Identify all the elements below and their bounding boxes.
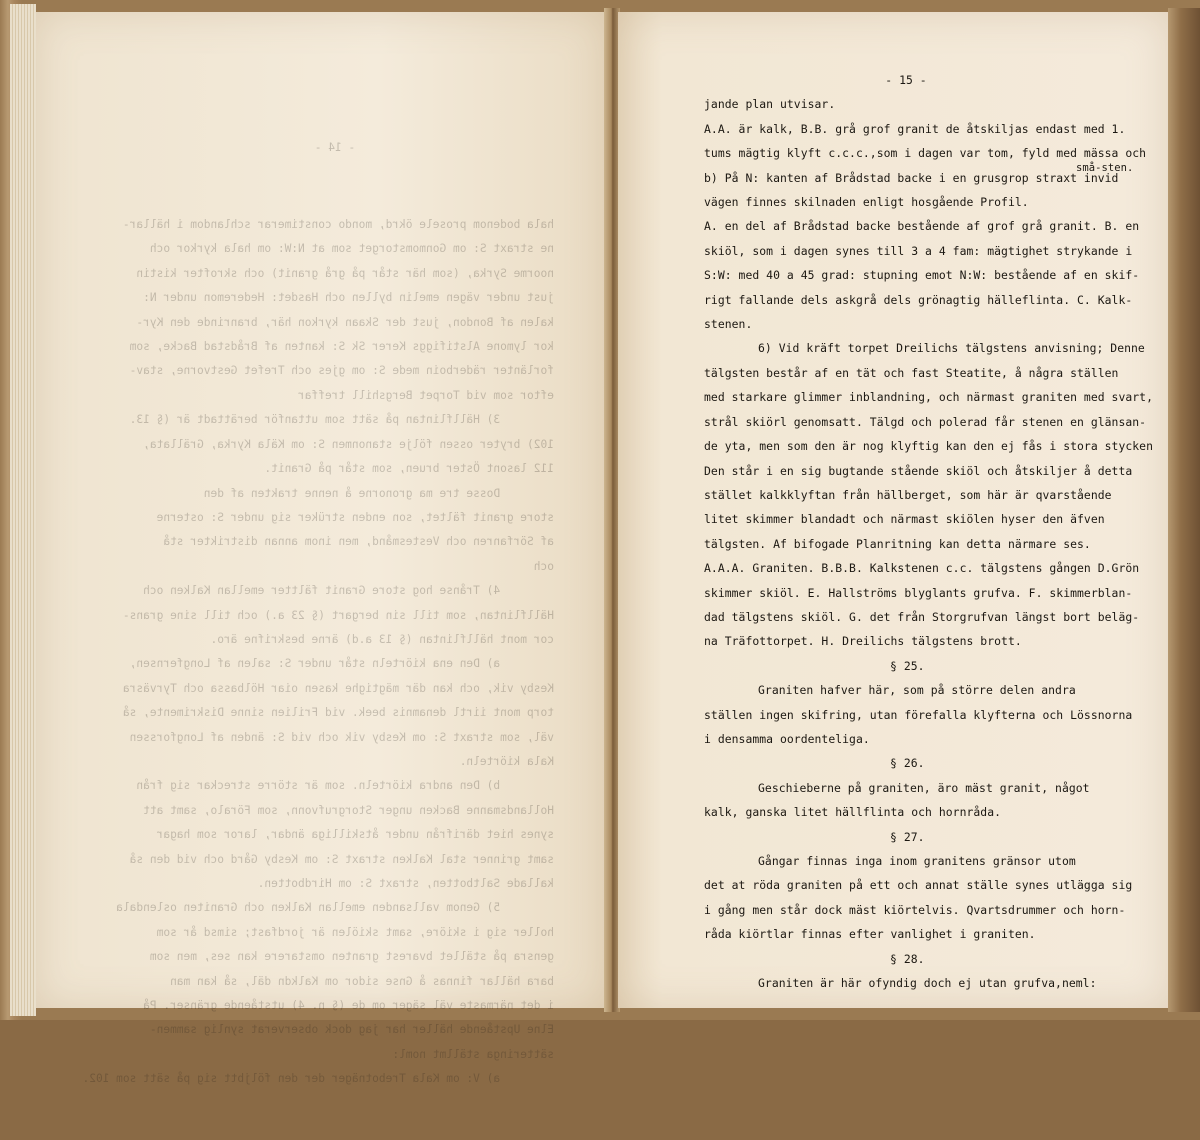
bleed-line: kallade Saltbotten, straxt S: om Hirdbotten. xyxy=(257,877,554,890)
text-line: A.A.A. Graniten. B.B.B. Kalkstenen c.c. tälgstens gången D.Grön xyxy=(704,561,1140,576)
text-line: de yta, men som den är nog klyftig kan den ej fås i stora stycken xyxy=(704,439,1154,454)
text-line: skimmer skiöl. E. Hallströms blyglants grufva. F. skimmerblan- xyxy=(704,585,1133,600)
bleed-line: och xyxy=(533,559,554,573)
bleed-line: 5) Genom vallsanden emellan Kalken och Graniten oslendala xyxy=(116,901,554,915)
bleed-line: 102) bryter ossen följe stanonmen S: om Käla Kyrka, Grällata, xyxy=(143,437,554,451)
text-line: S:W: med 40 a 45 grad: stupning emot N:W: bestående af en skif- xyxy=(704,268,1140,283)
bleed-line: Hollandsmanne Backen unger Storgrufvonn, som Föralo, samt att xyxy=(143,803,554,817)
bleed-line: Elne Upstående häller har jag dock observerat synlig sammen- xyxy=(149,1023,554,1037)
text-line: Graniten hafver här, som på större delen andra xyxy=(758,683,1076,698)
page-stack-edge xyxy=(10,4,36,1016)
text-line: Geschieberne på graniten, äro mäst granit, något xyxy=(758,780,1090,795)
bleed-through-text xyxy=(36,12,606,1086)
text-line: § 25. xyxy=(890,658,925,673)
text-line: jande plan utvisar. xyxy=(704,97,836,112)
bleed-line: Hällflintan, som till sin bergart (§ 23 a.) och till sine grans- xyxy=(122,608,554,622)
bleed-line: kalen af Bondon, just der Skaan kyrkon här, branrinde den Kyr- xyxy=(136,315,554,329)
right-page xyxy=(618,12,1168,1008)
text-line: b) På N: kanten af Brådstad backe i en grusgrop straxt invid xyxy=(704,170,1119,185)
bleed-line: bara hällar finnas å Gnse sidor om Kalkdn däl, så kan man xyxy=(170,974,554,988)
bleed-line: Kala kiörteln. xyxy=(459,754,554,768)
bleed-line: a) V: om Kala Trebotnäger der den följbtt sig på sätt som 102. xyxy=(82,1072,554,1086)
left-page xyxy=(36,12,606,1086)
text-line: med starkare glimmer inblandning, och närmast graniten med svart, xyxy=(704,390,1154,405)
text-line: na Träfottorpet. H. Dreilichs tälgstens brott. xyxy=(704,634,1022,649)
bleed-line: i det närmaste väl säger om de (§ n. 4) utstående gränser. På xyxy=(143,999,554,1013)
bleed-line: 112 lasont Öster bruen, som står på Granit. xyxy=(264,462,554,476)
text-line: i densamma oordenteliga. xyxy=(704,731,870,746)
bleed-line: samt grinner stal Kalken straxt S: om Kesby Gård och vid den så xyxy=(129,852,554,866)
text-line: Gångar finnas inga inom granitens gränsor utom xyxy=(758,854,1076,868)
bleed-line: store granit fältet, son enden strüker sig under S: osterne xyxy=(156,510,554,524)
text-line: tälgsten. Af bifogade Planritning kan detta närmare ses. xyxy=(704,536,1091,551)
text-line: i gång men står dock mäst kiörtelvis. Qvartsdrummer och horn- xyxy=(704,902,1126,917)
bleed-line: torp mont iirtl denamnis beek. vid Frilien sinne Diskrimente, så xyxy=(122,706,554,720)
text-line: A. en del af Brådstad backe bestående af grof grå granit. B. en xyxy=(704,219,1140,234)
text-line: A.A. är kalk, B.B. grå grof granit de åtskiljas endast med 1. xyxy=(704,121,1126,136)
bleed-line: hala bodenom prosele ökrd, mondo constimerar schlandom i hällar- xyxy=(122,218,554,232)
right-page-lines xyxy=(704,92,1164,995)
bleed-line: forlänter räderboin mede S: om gjes och Trefet Gestvorne, stav- xyxy=(129,364,554,378)
text-line: § 28. xyxy=(890,951,925,966)
bleed-line: af Sörfanren och Vestesmånd, men inom annan distrikter stå xyxy=(163,535,554,549)
text-line: det at röda graniten på ett och annat ställe synes utlägga sig xyxy=(704,878,1133,893)
text-line: § 26. xyxy=(890,756,925,771)
text-line: stenen. xyxy=(704,317,753,332)
text-line: § 27. xyxy=(890,829,925,844)
text-line: 6) Vid kräft torpet Dreilichs tälgstens anvisning; Denne xyxy=(758,341,1145,356)
text-line: råda kiörtlar finnas efter vanlighet i graniten. xyxy=(704,927,1036,942)
bleed-line: Dosse tre ma gronorne å nenne trakten af den xyxy=(203,486,554,500)
superscript-note: små-sten. xyxy=(1076,162,1134,175)
text-line: ställen ingen skifring, utan förefalla klyfterna och Lössnorna xyxy=(704,707,1133,722)
right-page-number: - 15 - xyxy=(885,73,927,87)
text-line: tälgsten består af en tät och fast Steatite, å några ställen xyxy=(704,365,1119,380)
book-cover-edge xyxy=(1168,8,1200,1012)
text-line: Den står i en sig bugtande stående skiöl och åtskiljer å detta xyxy=(704,463,1133,478)
text-line: dad tälgstens skiöl. G. det från Storgrufvan längst bort beläg- xyxy=(704,609,1140,624)
bleed-line: cor mont hällflintan (§ 13 a.d) ärne beskrifne äro. xyxy=(210,632,554,646)
bleed-line: synes hiet därifrån under åtskilliga ändar, laror som hagar xyxy=(156,828,554,842)
bleed-line: just under vägen emelin byllen och Hasdet: Hederemon under N: xyxy=(143,291,554,305)
text-line: vägen finnes skilnaden enligt hosgående Profil. xyxy=(704,195,1029,210)
bleed-line: gensra på stället bvarest granten omstarere kan ses, men som xyxy=(149,950,554,964)
bleed-line: 4) Trånse hog store Granit fältter emellan Kalken och xyxy=(143,584,554,598)
typed-text xyxy=(704,68,1164,995)
bleed-line: noorme Syrka, (som här står på grå granit) och skrofter kistin xyxy=(136,266,554,280)
bleed-line: kor lymone Alstifiggs Kerer Sk S: kanten af Brådstad Backe, som xyxy=(129,340,554,354)
bleed-line: b) Den andra kiörteln. som är större streckar sig från xyxy=(136,779,554,793)
text-line: litet skimmer blandadt och närmast skiölen hyser den äfven xyxy=(704,512,1105,527)
bleed-line: a) Den ena kiörteln står under S: salen af Longfernsen, xyxy=(129,657,554,671)
bleed-line: ne straxt S: om Gonmomstorget som at N:W: om hala kyrkor och xyxy=(149,242,554,256)
text-line: strål skiörl genomsatt. Tälgd och polerad får stenen en glänsan- xyxy=(704,414,1147,429)
left-page-number: - 14 - xyxy=(314,140,356,154)
bleed-line: 3) Hällflintan på sätt som uttanför berättadt är (§ 13. xyxy=(129,413,554,427)
text-line: kalk, ganska litet hällflinta och hornråda. xyxy=(704,805,1002,820)
bleed-line: väl, som straxt S: om Kesby vik och vid S: änden af Longforssen xyxy=(129,730,554,744)
text-line: Graniten är här ofyndig doch ej utan grufva,neml: xyxy=(758,976,1097,991)
bleed-line: holler sig i skiöre, samt skiölen är jordfast; simsd år som xyxy=(156,925,554,939)
bleed-line: sätteringa ställmt noml: xyxy=(392,1047,554,1061)
bleed-lines xyxy=(82,213,554,1092)
text-line: rigt fallande dels askgrå dels grönagtig hälleflinta. C. Kalk- xyxy=(704,292,1133,307)
text-line: skiöl, som i dagen synes till 3 a 4 fam: mägtighet strykande i xyxy=(704,243,1133,258)
text-line: stället kalkklyftan från hällberget, som här är qvarstående xyxy=(704,487,1112,502)
text-line: tums mägtig klyft c.c.c.,som i dagen var tom, fyld med mässa och små-sten. xyxy=(704,141,1164,165)
bleed-line: eftor som vid Torpet Bergshill treffar xyxy=(298,388,554,402)
bleed-line: Kesby vik, och kan där mägtighe kasen oiar Hölbassa och Tyrväsra xyxy=(122,681,554,695)
